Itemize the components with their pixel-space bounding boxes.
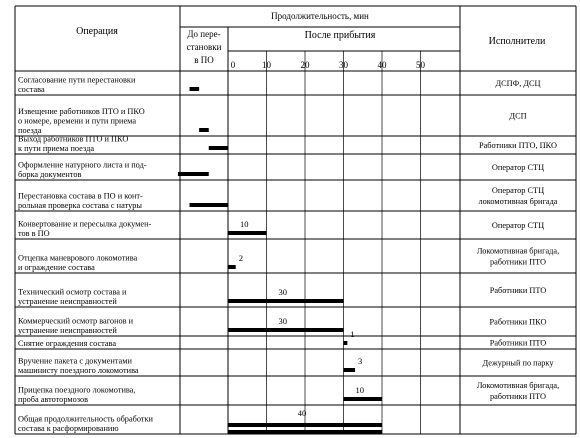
duration-bar [228, 328, 344, 332]
table-row [18, 135, 557, 154]
time-scale [231, 60, 426, 70]
operation-text: машинисту поездного локомотива [18, 366, 139, 375]
executor-text: Работники ПТО [489, 286, 547, 295]
operation-text: устранение неисправностей [18, 326, 117, 335]
operation-text: Общая продолжительность обработки [18, 414, 153, 424]
executor-text: Локомотивная бригада, [476, 381, 560, 390]
scale-tick-label: 40 [377, 60, 387, 70]
operation-text: и ограждение состава [18, 263, 95, 272]
table-row [18, 76, 541, 95]
duration-label: 30 [278, 316, 287, 326]
duration-label: 10 [240, 219, 249, 229]
header-before-line-1: До пере- [187, 29, 221, 39]
operation-text: Оформление натурного листа и под- [18, 160, 147, 170]
duration-bar [178, 172, 209, 176]
scale-tick-label: 0 [230, 60, 236, 70]
duration-bar [209, 146, 228, 150]
duration-bar [344, 341, 348, 345]
header-duration: Продолжительность, мин [271, 11, 369, 21]
duration-bar [344, 368, 356, 372]
table-row [18, 408, 382, 434]
operation-text: Выход работников ПТО и ПКО [18, 134, 129, 144]
operation-text: устранение неисправностей [18, 297, 117, 306]
operation-text: рольная проверка состава с натуры [18, 201, 142, 210]
duration-label: 3 [358, 356, 363, 366]
scale-tick-label: 10 [262, 60, 271, 70]
duration-bar [199, 128, 209, 132]
executor-text: Работники ПТО, ПКО [478, 141, 558, 150]
duration-bar [190, 203, 229, 207]
executor-text: Оператор СТЦ [491, 186, 545, 195]
duration-label: 40 [297, 408, 307, 418]
duration-bar [190, 87, 200, 91]
operation-text: борка документов [18, 170, 82, 179]
executor-text: Оператор СТЦ [491, 163, 545, 172]
header-before-line-3: в ПО [194, 55, 214, 65]
header-operation: Операция [76, 26, 118, 37]
table-row [18, 219, 544, 238]
executor-text: Оператор СТЦ [491, 221, 545, 230]
executor-text: ДСПФ, ДСЦ [495, 79, 541, 88]
duration-label: 30 [278, 287, 287, 297]
table-row [18, 286, 546, 306]
executor-text: ДСП [509, 111, 527, 121]
table-row [18, 161, 544, 180]
header-executors: Исполнители [488, 36, 546, 47]
duration-bar [344, 397, 383, 401]
executor-text: Работники ПТО [489, 338, 547, 348]
scale-tick-label: 30 [339, 60, 348, 70]
table-row [18, 381, 559, 404]
operation-text: Вручение пакета с документами [18, 356, 132, 366]
duration-bar [228, 265, 236, 269]
operation-text: Отцепка маневрового локомотива [18, 253, 138, 263]
operation-text: о номере, времени и пути приема [18, 116, 137, 126]
executor-text: работники ПТО [489, 257, 547, 267]
table-row [18, 186, 558, 210]
operation-text: Перестановка состава в ПО и конт- [18, 191, 143, 201]
operation-text: Снятие ограждения состава [18, 339, 117, 348]
duration-label: 2 [238, 253, 243, 263]
operation-text: тов в ПО [18, 229, 50, 238]
duration-label: 1 [350, 329, 355, 339]
table-row [18, 356, 554, 375]
table-body [18, 76, 559, 435]
operation-text: Технический осмотр состава и [18, 287, 127, 297]
executor-text: локомотивная бригада [478, 197, 558, 206]
operation-text: проба автотормозов [18, 395, 89, 404]
executor-text: Работники ПКО [489, 317, 547, 327]
table-row [18, 316, 546, 335]
table-row [18, 107, 527, 135]
duration-bar [228, 299, 344, 303]
operation-text: к пути приема поезда [18, 144, 95, 153]
operation-text: Прицепка поездного локомотива, [18, 385, 136, 395]
scale-tick-label: 50 [416, 60, 425, 70]
duration-bar [228, 423, 382, 427]
header-before-line-2: становки [186, 42, 222, 52]
operation-text: Извещение работников ПТО и ПКО [18, 107, 145, 116]
operation-text: поезда [18, 126, 42, 135]
duration-bar [228, 231, 267, 235]
executor-text: Локомотивная бригада, [476, 246, 560, 256]
duration-bar [228, 430, 382, 434]
operation-text: Конвертование и пересылка докумен- [18, 219, 152, 229]
operation-text: состава к расформированию [18, 424, 119, 433]
header-after: После прибытия [304, 30, 376, 41]
scale-tick-label: 20 [300, 60, 310, 70]
executor-text: Дежурный по парку [482, 358, 554, 368]
operation-text: состава [18, 85, 45, 94]
table-header [76, 11, 546, 70]
duration-label: 10 [355, 385, 364, 395]
table-row [18, 247, 559, 273]
operation-text: Коммерческий осмотр вагонов и [18, 316, 134, 326]
operation-text: Согласование пути перестановки [18, 75, 136, 85]
executor-text: работники ПТО [489, 392, 547, 401]
